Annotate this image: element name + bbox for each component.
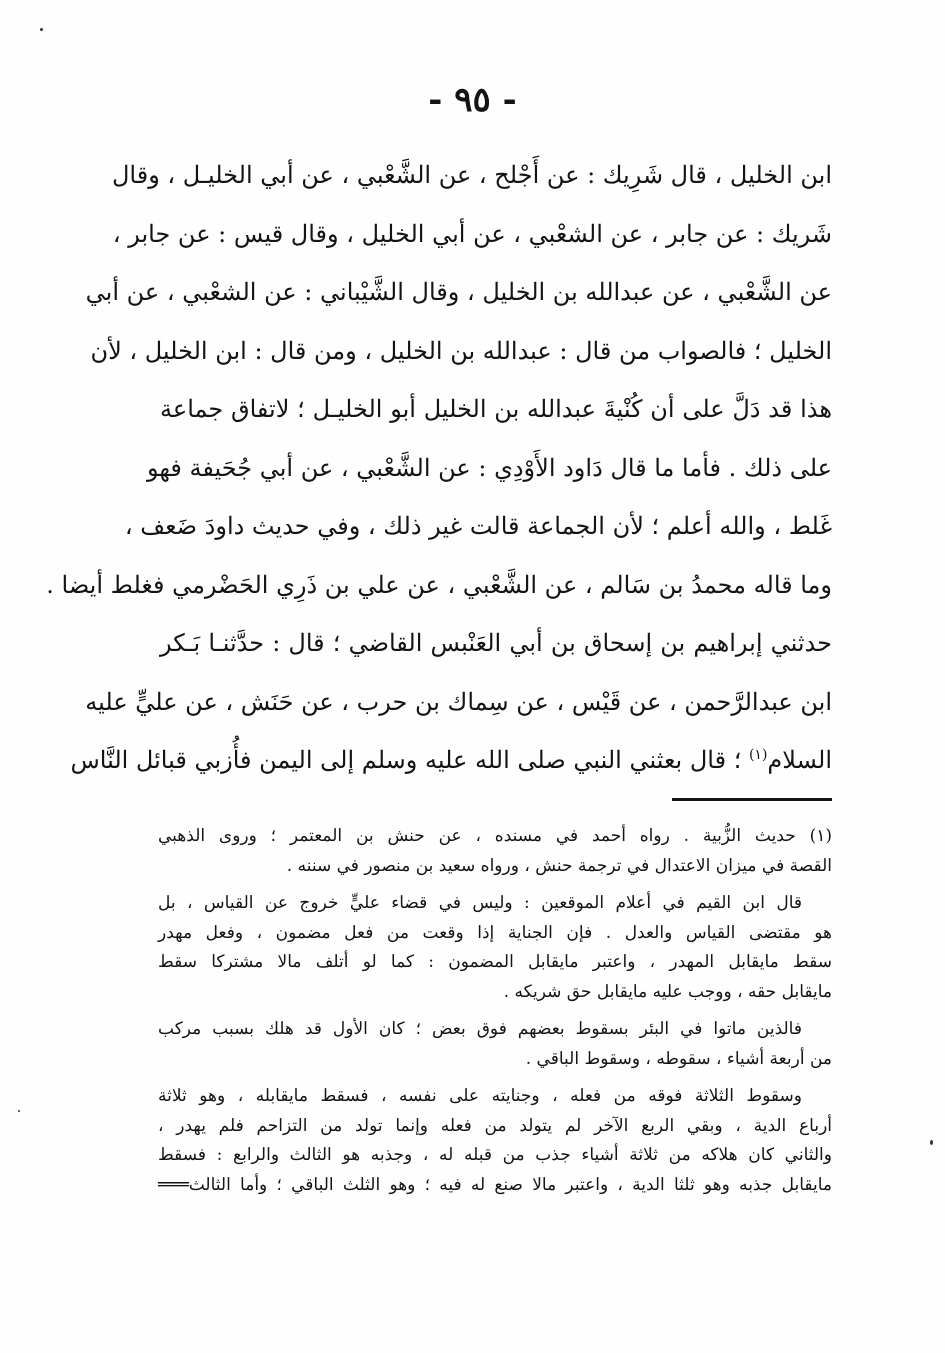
text-line: غَلط ، والله أعلم ؛ لأن الجماعة قالت غير ذلك ، وفي حديث داودَ ضَعف ، [124,512,832,540]
text-fragment: مايقابل جذبه وهو ثلثا الدية ، واعتبر مالا صنع له فيه ؛ وهو الثلث الباقي ؛ وأما الثالث [188,1174,832,1195]
footnote-line: من أربعة أشياء ، سقوطه ، وسقوط الباقي . [525,1048,832,1069]
footnote-line: (١) حديث الزُّبية . رواه أحمد في مسنده ، عن حنش بن المعتمر ؛ وروى الذهبي [158,826,832,846]
scan-speck [18,1110,20,1112]
footnote-line: هو مقتضى القياس والعدل . فإن الجناية إذا وقعت من فعل مضمون ، وفعل مهدر [158,922,832,943]
text-line-with-footnote-ref [70,731,832,790]
scan-speck [930,1140,933,1145]
text-line: ابن عبدالرَّحمن ، عن قَيْس ، عن سِماك بن حرب ، عن حَنَش ، عن عليٍّ عليه [85,687,832,716]
text-fragment: السلام [767,746,832,774]
footnote-line: قال ابن القيم في أعلام الموقعين : وليس في قضاء عليٍّ خروج عن القياس ، بل [158,893,802,913]
footnote-line: أرباع الدية ، وبقي الربع الآخر لم يتولد من فعله وإنما تولد من التزاحم فلم يهدر ، [158,1115,832,1136]
text-line: شَريك : عن جابر ، عن الشعْبي ، عن أبي الخليل ، وقال قيس : عن جابر ، [112,219,832,248]
main-text [46,146,833,790]
text-line: عن الشَّعْبي ، عن عبدالله بن الخليل ، وقال الشَّيْباني : عن الشعْبي ، عن أبي [85,278,832,306]
footnote-line: سقط مايقابل المهدر ، واعتبر مايقابل المضمون : كما لو أتلف مالا مشتركا سقط [158,952,832,972]
footnote-line: القصة في ميزان الاعتدال في ترجمة حنش ، ورواه سعيد بن منصور في سننه . [286,855,832,876]
text-line: الخليل ؛ فالصواب من قال : عبدالله بن الخليل ، ومن قال : ابن الخليل ، لأن [90,336,832,365]
text-line: ابن الخليل ، قال شَرِيك : عن أَجْلح ، عن الشَّعْبي ، عن أبي الخليـل ، وقال [111,161,832,189]
continuation-mark: ═══ [158,1174,189,1195]
scan-speck [40,28,43,31]
page-number: - ٩٥ - [428,80,517,120]
text-fragment: ؛ قال بعثني النبي صلى الله عليه وسلم إلى اليمن فأُزبي قبائل النَّاس [70,746,749,774]
footnote-line [158,1171,832,1201]
footnote-separator [672,798,832,801]
text-line: وما قاله محمدُ بن سَالم ، عن الشَّعْبي ، عن علي بن ذَرِي الحَضْرمي فغلط أيضا . [46,570,832,599]
footnotes [158,822,832,1200]
footnote-line: وسقوط الثلاثة فوقه من فعله ، وجنايته على نفسه ، فسقط مايقابله ، وهو ثلاثة [158,1086,802,1106]
text-line: حدثني إبراهيم بن إسحاق بن أبي العَنْبس القاضي ؛ قال : حدَّثنـا بَـكر [160,629,832,657]
footnote-line: فالذين ماتوا في البئر بسقوط بعضهم فوق بعض ؛ كان الأول قد هلك بسبب مركب [158,1019,802,1039]
footnote-line: مايقابل حقه ، ووجب عليه مايقابل حق شريكه . [503,981,832,1002]
text-line: هذا قد دَلَّ على أن كُنْيةَ عبدالله بن الخليل أبو الخليـل ؛ لاتفاق جماعة [160,395,833,423]
text-line: على ذلك . فأما ما قال دَاود الأَوْدِي : عن الشَّعْبي ، عن أبي جُحَيفة فهو [146,453,832,482]
footnote-reference[interactable]: (١) [748,747,768,763]
footnote-line: والثاني كان هلاكه من ثلاثة أشياء جذب من قبله له ، وجذبه هو الثالث والرابع : فسقط [158,1145,832,1165]
